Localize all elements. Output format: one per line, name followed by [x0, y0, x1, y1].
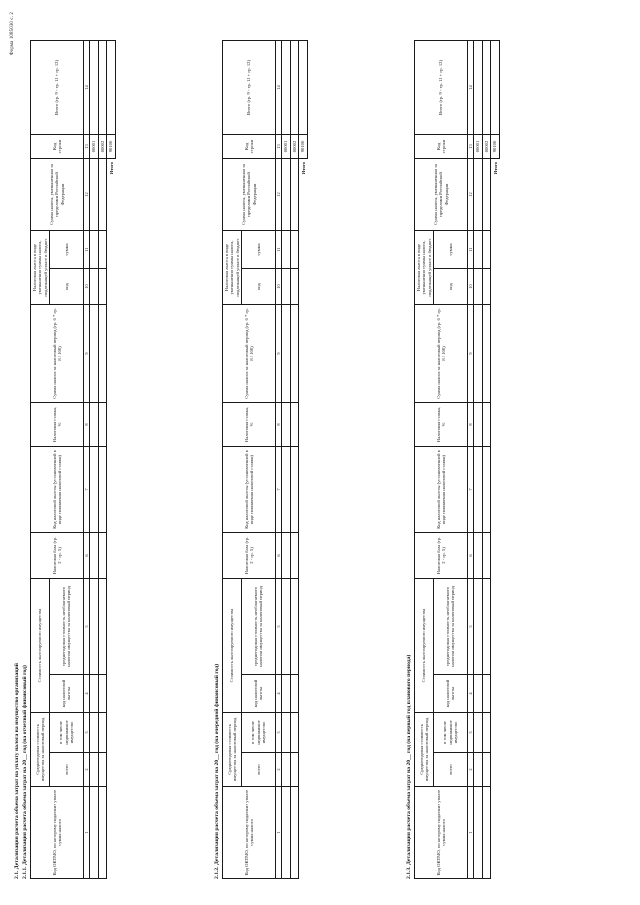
- avg-value-header: Среднегодовая стоимость имущества за налоговый период: [415, 712, 434, 786]
- oktmo-header: Код ОКТМО, по которому подлежит уплате сумма налога: [31, 787, 84, 879]
- col-number: 6: [467, 532, 474, 578]
- avg-value-header: Среднегодовая стоимость имущества за налоговый период: [223, 712, 242, 786]
- table-row: [474, 40, 483, 878]
- tax-base-header: Налоговая база (гр. 2 - гр. 5): [223, 532, 276, 578]
- col-number: 9: [467, 304, 474, 402]
- cell[interactable]: [98, 578, 107, 674]
- cell[interactable]: [482, 158, 491, 230]
- cell[interactable]: [474, 532, 483, 578]
- tax-base-header: Налоговая база (гр. 2 - гр. 5): [31, 532, 84, 578]
- col-number: 6: [275, 532, 282, 578]
- oktmo-header: Код ОКТМО, по которому подлежит уплате сумма налога: [223, 787, 276, 879]
- cell[interactable]: [98, 230, 107, 268]
- row-code: 00001: [90, 134, 99, 158]
- col-number: 7: [467, 446, 474, 532]
- privileged-avg-subheader: среднегодовая стоимость необлагаемого налогом имущества за налоговый период: [433, 578, 467, 674]
- cell[interactable]: [90, 230, 99, 268]
- cell[interactable]: [290, 446, 299, 532]
- total-label: Итого: [108, 161, 114, 175]
- row-code: 00001: [474, 134, 483, 158]
- table-row: [482, 40, 491, 878]
- privileged-header: Стоимость льготируемого имущества: [415, 578, 434, 712]
- col-number: 12: [467, 158, 474, 230]
- cell[interactable]: [474, 304, 483, 402]
- reduction-code-subheader: код: [241, 268, 275, 304]
- col-number: 7: [83, 446, 90, 532]
- total-cell[interactable]: [299, 40, 308, 134]
- col-number: 3: [275, 712, 282, 752]
- col-number: 4: [467, 674, 474, 712]
- row-code: 00002: [290, 134, 299, 158]
- cell[interactable]: [90, 158, 99, 230]
- cell[interactable]: [290, 787, 299, 879]
- cell[interactable]: [482, 268, 491, 304]
- col-number: 1: [83, 787, 90, 879]
- col-number: 5: [275, 578, 282, 674]
- total-cell[interactable]: [107, 40, 116, 134]
- cell[interactable]: [98, 446, 107, 532]
- avg-value-header: Среднегодовая стоимость имущества за налоговый период: [31, 712, 50, 786]
- table-title-1: 2.1.1. Детализация расчета объема затрат на 20__ год (на отчетный финансовый год): [22, 665, 28, 879]
- cell[interactable]: [90, 787, 99, 879]
- total-code: 90100: [491, 134, 500, 158]
- reduced-amount-header: Сумма налога, уменьшенная за пределами Российской Федерации: [31, 158, 84, 230]
- total-code: 90100: [107, 134, 116, 158]
- col-number: 14: [275, 40, 282, 134]
- cell[interactable]: [290, 230, 299, 268]
- oktmo-header: Код ОКТМО, по которому подлежит уплате сумма налога: [415, 787, 468, 879]
- col-number: 10: [467, 268, 474, 304]
- cell[interactable]: [282, 230, 291, 268]
- benefit-code-subheader: код налоговой льготы: [433, 674, 467, 712]
- reduction-header: Налоговая льгота в виде уменьшения суммы налога, подлежащей уплате в бюджет: [31, 230, 50, 304]
- incl-movable-subheader: в том числе недвижимое имущество: [241, 712, 275, 752]
- cell[interactable]: [90, 712, 99, 752]
- section-title: 2.1. Детализация расчета объема затрат на уплату налога на имущество организаций: [14, 662, 20, 879]
- cell[interactable]: [482, 402, 491, 446]
- cell[interactable]: [90, 40, 99, 134]
- col-number: 4: [83, 674, 90, 712]
- cell[interactable]: [282, 402, 291, 446]
- cell[interactable]: [482, 532, 491, 578]
- col-number: 5: [467, 578, 474, 674]
- privileged-header: Стоимость льготируемого имущества: [31, 578, 50, 712]
- row-code: 00001: [282, 134, 291, 158]
- grand-total-header: Всего (гр. 9 - гр. 11 + гр. 12): [415, 40, 468, 134]
- col-number: 9: [83, 304, 90, 402]
- reduction-sum-subheader: сумма: [49, 230, 83, 268]
- cell[interactable]: [290, 40, 299, 134]
- privileged-avg-subheader: среднегодовая стоимость необлагаемого налогом имущества за налоговый период: [241, 578, 275, 674]
- tax-amount-header: Сумма налога за налоговый период (гр. 6 * гр. 8 / 100): [223, 304, 276, 402]
- cell[interactable]: [282, 712, 291, 752]
- col-number: 14: [83, 40, 90, 134]
- cell[interactable]: [98, 268, 107, 304]
- total-row: [107, 40, 116, 878]
- cell[interactable]: [98, 402, 107, 446]
- cell[interactable]: [482, 787, 491, 879]
- tax-rate-header: Налоговая ставка, %: [223, 402, 276, 446]
- cell[interactable]: [98, 674, 107, 712]
- cell[interactable]: [282, 446, 291, 532]
- col-number: 6: [83, 532, 90, 578]
- cell[interactable]: [282, 40, 291, 134]
- cell[interactable]: [474, 230, 483, 268]
- col-number: 12: [83, 158, 90, 230]
- col-number: 2: [83, 753, 90, 787]
- cell[interactable]: [98, 158, 107, 230]
- reduction-sum-subheader: сумма: [241, 230, 275, 268]
- cell[interactable]: [482, 674, 491, 712]
- cell[interactable]: [474, 446, 483, 532]
- col-number: 3: [467, 712, 474, 752]
- col-number: 7: [275, 446, 282, 532]
- cell[interactable]: [290, 532, 299, 578]
- cell[interactable]: [90, 446, 99, 532]
- col-number: 12: [275, 158, 282, 230]
- cell[interactable]: [90, 304, 99, 402]
- cell[interactable]: [482, 712, 491, 752]
- table-row: [282, 40, 291, 878]
- reduced-amount-header: Сумма налога, уменьшенная за пределами Российской Федерации: [415, 158, 468, 230]
- col-number: 11: [83, 230, 90, 268]
- col-number: 2: [467, 753, 474, 787]
- cell[interactable]: [474, 402, 483, 446]
- cell[interactable]: [282, 158, 291, 230]
- benefit-type-code-header: Код налоговой льготы (установленной в виде понижения налоговой ставки): [31, 446, 84, 532]
- cell[interactable]: [98, 712, 107, 752]
- cell[interactable]: [290, 402, 299, 446]
- cell[interactable]: [90, 753, 99, 787]
- col-number: 13: [467, 134, 474, 158]
- cell[interactable]: [474, 674, 483, 712]
- cell[interactable]: [98, 753, 107, 787]
- cell[interactable]: [290, 753, 299, 787]
- tax-amount-header: Сумма налога за налоговый период (гр. 6 * гр. 8 / 100): [415, 304, 468, 402]
- cell[interactable]: [282, 787, 291, 879]
- cell[interactable]: [282, 753, 291, 787]
- line-code-header: Код строки: [31, 134, 84, 158]
- cell[interactable]: [482, 230, 491, 268]
- cell[interactable]: [474, 158, 483, 230]
- col-number: 8: [275, 402, 282, 446]
- tax-base-header: Налоговая база (гр. 2 - гр. 5): [415, 532, 468, 578]
- cell[interactable]: [90, 402, 99, 446]
- cell[interactable]: [90, 578, 99, 674]
- reduction-header: Налоговая льгота в виде уменьшения суммы налога, подлежащей уплате в бюджет: [415, 230, 434, 304]
- col-number: 1: [467, 787, 474, 879]
- cell[interactable]: [282, 578, 291, 674]
- col-number: 8: [83, 402, 90, 446]
- cell[interactable]: [474, 753, 483, 787]
- cell[interactable]: [290, 268, 299, 304]
- incl-movable-subheader: в том числе недвижимое имущество: [49, 712, 83, 752]
- line-code-header: Код строки: [223, 134, 276, 158]
- calc-table-1: [30, 40, 116, 879]
- total-row: [491, 40, 500, 878]
- col-number: 4: [275, 674, 282, 712]
- cell[interactable]: [98, 40, 107, 134]
- table-title-2: 2.1.2. Детализация расчета объема затрат на 20__ год (на очередной финансовый год): [214, 663, 220, 879]
- col-number: 8: [467, 402, 474, 446]
- cell[interactable]: [482, 753, 491, 787]
- cell[interactable]: [290, 158, 299, 230]
- line-code-header: Код строки: [415, 134, 468, 158]
- reduction-sum-subheader: сумма: [433, 230, 467, 268]
- cell[interactable]: [290, 304, 299, 402]
- total-subheader: всего: [433, 753, 467, 787]
- calc-table-2: [222, 40, 308, 879]
- cell[interactable]: [474, 268, 483, 304]
- reduction-code-subheader: код: [49, 268, 83, 304]
- col-number: 13: [83, 134, 90, 158]
- total-cell[interactable]: [491, 40, 500, 134]
- benefit-type-code-header: Код налоговой льготы (установленной в виде понижения налоговой ставки): [223, 446, 276, 532]
- cell[interactable]: [90, 532, 99, 578]
- cell[interactable]: [282, 532, 291, 578]
- cell[interactable]: [474, 578, 483, 674]
- col-number: 13: [275, 134, 282, 158]
- row-code: 00002: [482, 134, 491, 158]
- col-number: 9: [275, 304, 282, 402]
- privileged-avg-subheader: среднегодовая стоимость необлагаемого налогом имущества за налоговый период: [49, 578, 83, 674]
- table-row: [90, 40, 99, 878]
- cell[interactable]: [282, 268, 291, 304]
- benefit-code-subheader: код налоговой льготы: [241, 674, 275, 712]
- total-row: [299, 40, 308, 878]
- tax-amount-header: Сумма налога за налоговый период (гр. 6 * гр. 8 / 100): [31, 304, 84, 402]
- tax-rate-header: Налоговая ставка, %: [31, 402, 84, 446]
- cell[interactable]: [290, 712, 299, 752]
- cell[interactable]: [98, 304, 107, 402]
- row-code: 00002: [98, 134, 107, 158]
- table-row: [98, 40, 107, 878]
- incl-movable-subheader: в том числе недвижимое имущество: [433, 712, 467, 752]
- reduced-amount-header: Сумма налога, уменьшенная за пределами Российской Федерации: [223, 158, 276, 230]
- grand-total-header: Всего (гр. 9 - гр. 11 + гр. 12): [31, 40, 84, 134]
- total-code: 90100: [299, 134, 308, 158]
- privileged-header: Стоимость льготируемого имущества: [223, 578, 242, 712]
- col-number: 2: [275, 753, 282, 787]
- cell[interactable]: [90, 268, 99, 304]
- form-reference: Форма 1085030 с. 2: [10, 12, 15, 56]
- total-subheader: всего: [241, 753, 275, 787]
- col-number: 10: [275, 268, 282, 304]
- total-label: Итого: [300, 161, 306, 175]
- cell[interactable]: [90, 674, 99, 712]
- col-number: 11: [467, 230, 474, 268]
- cell[interactable]: [474, 787, 483, 879]
- col-number: 11: [275, 230, 282, 268]
- col-number: 10: [83, 268, 90, 304]
- cell[interactable]: [482, 304, 491, 402]
- col-number: 1: [275, 787, 282, 879]
- cell[interactable]: [282, 674, 291, 712]
- table-row: [290, 40, 299, 878]
- cell[interactable]: [98, 532, 107, 578]
- benefit-code-subheader: код налоговой льготы: [49, 674, 83, 712]
- col-number: 14: [467, 40, 474, 134]
- cell[interactable]: [482, 40, 491, 134]
- benefit-type-code-header: Код налоговой льготы (установленной в виде понижения налоговой ставки): [415, 446, 468, 532]
- cell[interactable]: [482, 578, 491, 674]
- cell[interactable]: [290, 674, 299, 712]
- cell[interactable]: [98, 787, 107, 879]
- reduction-code-subheader: код: [433, 268, 467, 304]
- cell[interactable]: [290, 578, 299, 674]
- col-number: 5: [83, 578, 90, 674]
- reduction-header: Налоговая льгота в виде уменьшения суммы налога, подлежащей уплате в бюджет: [223, 230, 242, 304]
- total-subheader: всего: [49, 753, 83, 787]
- col-number: 3: [83, 712, 90, 752]
- total-label: Итого: [492, 161, 498, 175]
- cell[interactable]: [282, 304, 291, 402]
- table-title-3: 2.1.3. Детализация расчета объема затрат на 20__ год (на первый год планового периода): [406, 654, 412, 879]
- cell[interactable]: [474, 40, 483, 134]
- grand-total-header: Всего (гр. 9 - гр. 11 + гр. 12): [223, 40, 276, 134]
- calc-table-3: [414, 40, 500, 879]
- cell[interactable]: [482, 446, 491, 532]
- tax-rate-header: Налоговая ставка, %: [415, 402, 468, 446]
- cell[interactable]: [474, 712, 483, 752]
